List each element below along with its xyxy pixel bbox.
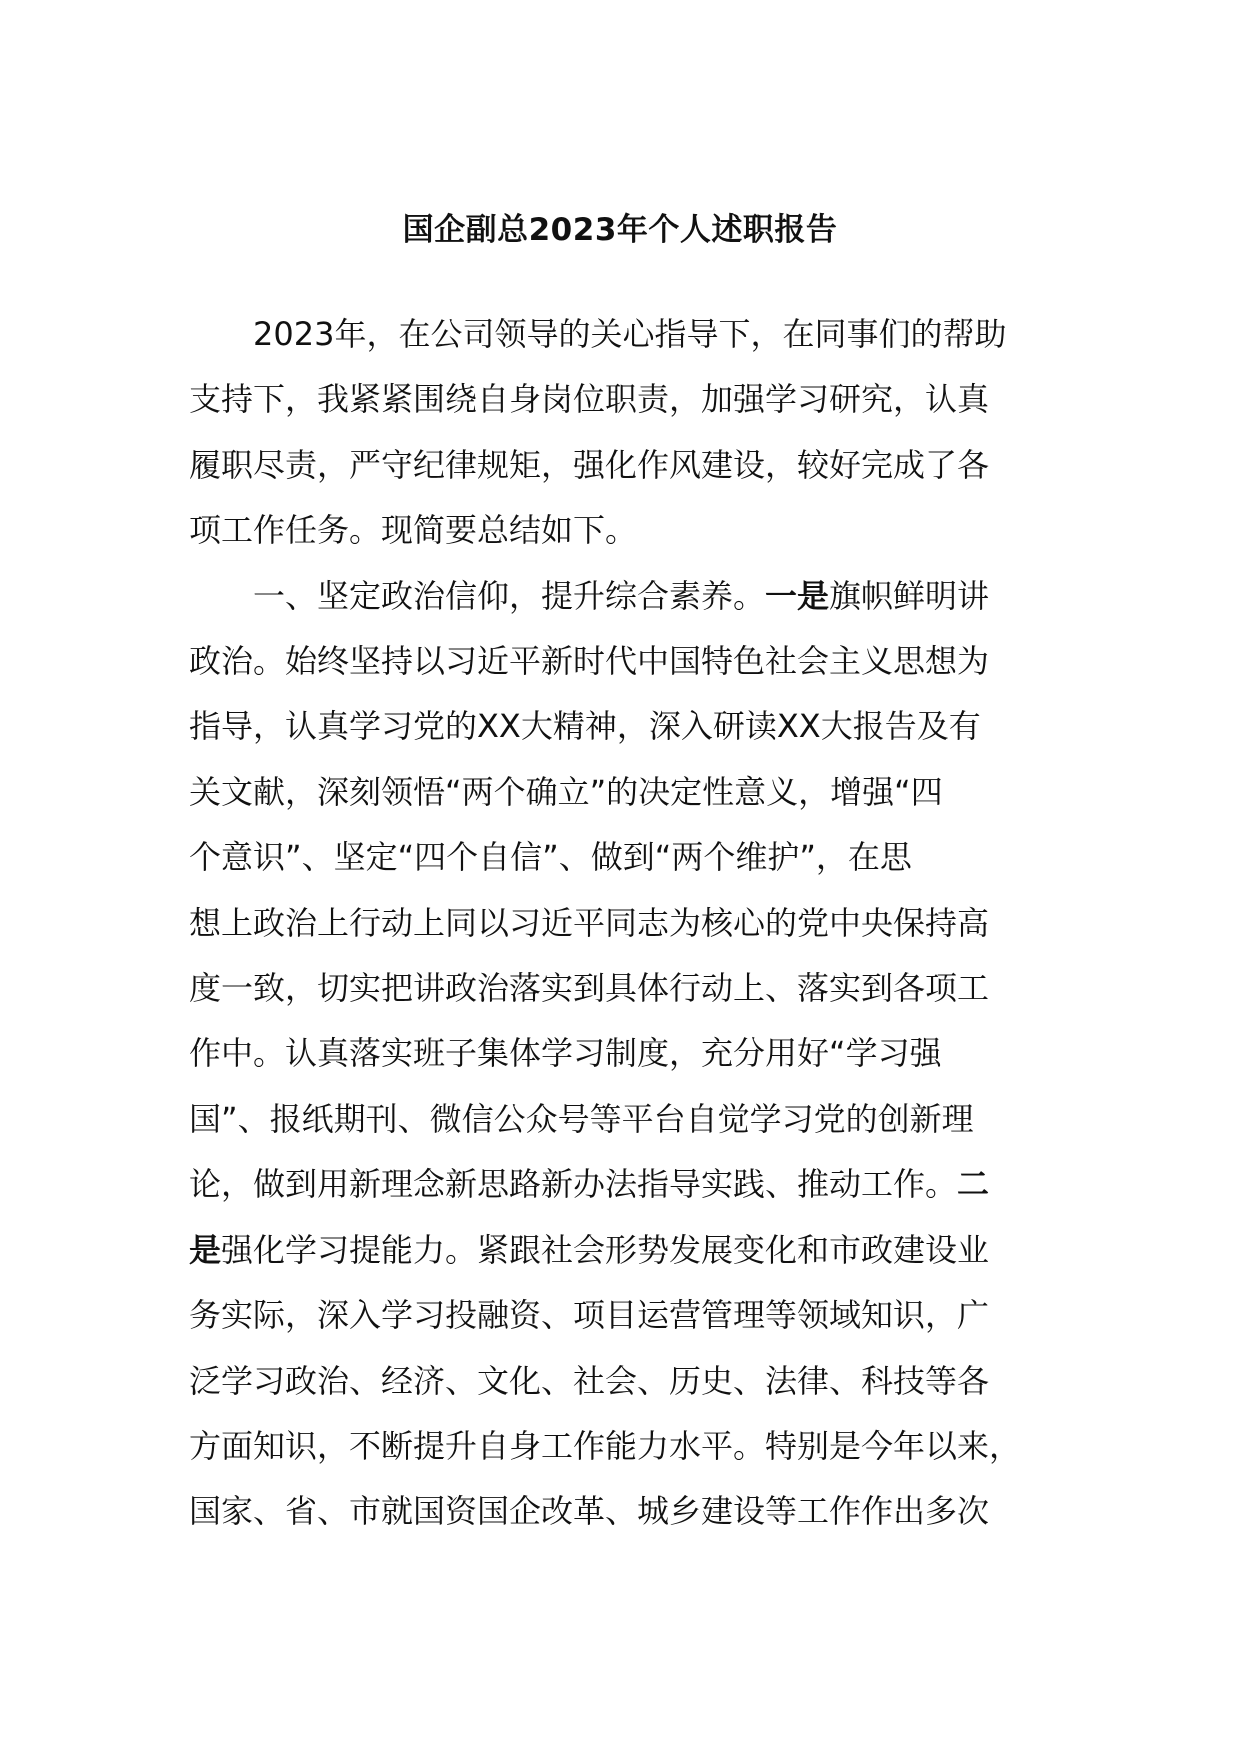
text-run: 泛学习政治、经济、文化、社会、历史、法律、科技等各: [189, 1361, 990, 1400]
document-title: 国企副总2023年个人述职报告: [402, 212, 838, 248]
text-run: 度一致，切实把讲政治落实到具体行动上、落实到各项工: [189, 969, 990, 1008]
text-line: [189, 1283, 1069, 1348]
text-run: 政治。始终坚持以习近平新时代中国特色社会主义思想为: [189, 642, 990, 681]
text-line: [189, 1021, 1069, 1086]
text-run: 想上政治上行动上同以习近平同志为核心的党中央保持高: [189, 903, 990, 942]
paragraph-section-one: [189, 564, 1069, 1545]
text-run: 旗帜鲜明讲: [829, 576, 990, 615]
text-run: 强化学习提能力。紧跟社会形势发展变化和市政建设业: [221, 1230, 990, 1269]
text-run: 方面知识，不断提升自身工作能力水平。特别是今年以来，: [189, 1426, 1022, 1465]
text-line: [189, 694, 1069, 759]
text-run: 作中。认真落实班子集体学习制度，充分用好“学习强: [189, 1034, 942, 1073]
text-line: [189, 1349, 1069, 1414]
text-run: 个意识”、坚定“四个自信”、做到“两个维护”，在思: [189, 838, 912, 877]
text-run: 项工作任务。现简要总结如下。: [189, 511, 638, 550]
text-line: [189, 498, 1069, 563]
text-line: [189, 1152, 1069, 1217]
bold-run: 是: [189, 1230, 222, 1269]
text-run: 关文献，深刻领悟“两个确立”的决定性意义，增强“四: [189, 772, 943, 811]
text-run: 论，做到用新理念新思路新办法指导实践、推动工作。: [189, 1165, 958, 1204]
text-line: [189, 1087, 1069, 1152]
text-run: 务实际，深入学习投融资、项目运营管理等领域知识，广: [189, 1296, 990, 1335]
text-line: [189, 760, 1069, 825]
text-run: 一、坚定政治信仰，提升综合素养。: [253, 576, 766, 615]
text-line: [189, 825, 1069, 890]
text-line: [189, 433, 1069, 498]
text-run: 履职尽责，严守纪律规矩，强化作风建设，较好完成了各: [189, 445, 990, 484]
document-body: [189, 302, 1069, 1545]
text-line: [189, 1414, 1069, 1479]
text-line: [189, 629, 1069, 694]
text-line: [189, 956, 1069, 1021]
text-run: 国家、省、市就国资国企改革、城乡建设等工作作出多次: [189, 1492, 990, 1531]
bold-run: 二: [957, 1165, 990, 1204]
text-line: [189, 367, 1069, 432]
text-run: 国”、报纸期刊、微信公众号等平台自觉学习党的创新理: [189, 1099, 974, 1138]
text-line: [189, 302, 1069, 367]
text-line: [189, 1479, 1069, 1544]
text-line: [189, 564, 1069, 629]
paragraph-intro: [189, 302, 1069, 564]
bold-run: 一是: [765, 576, 830, 615]
text-line: [189, 891, 1069, 956]
text-run: 2023年，在公司领导的关心指导下，在同事们的帮助: [253, 315, 1007, 353]
text-line: [189, 1218, 1069, 1283]
text-run: 支持下，我紧紧围绕自身岗位职责，加强学习研究，认真: [189, 380, 990, 419]
text-run: 指导，认真学习党的XX大精神，深入研读XX大报告及有: [189, 707, 981, 746]
